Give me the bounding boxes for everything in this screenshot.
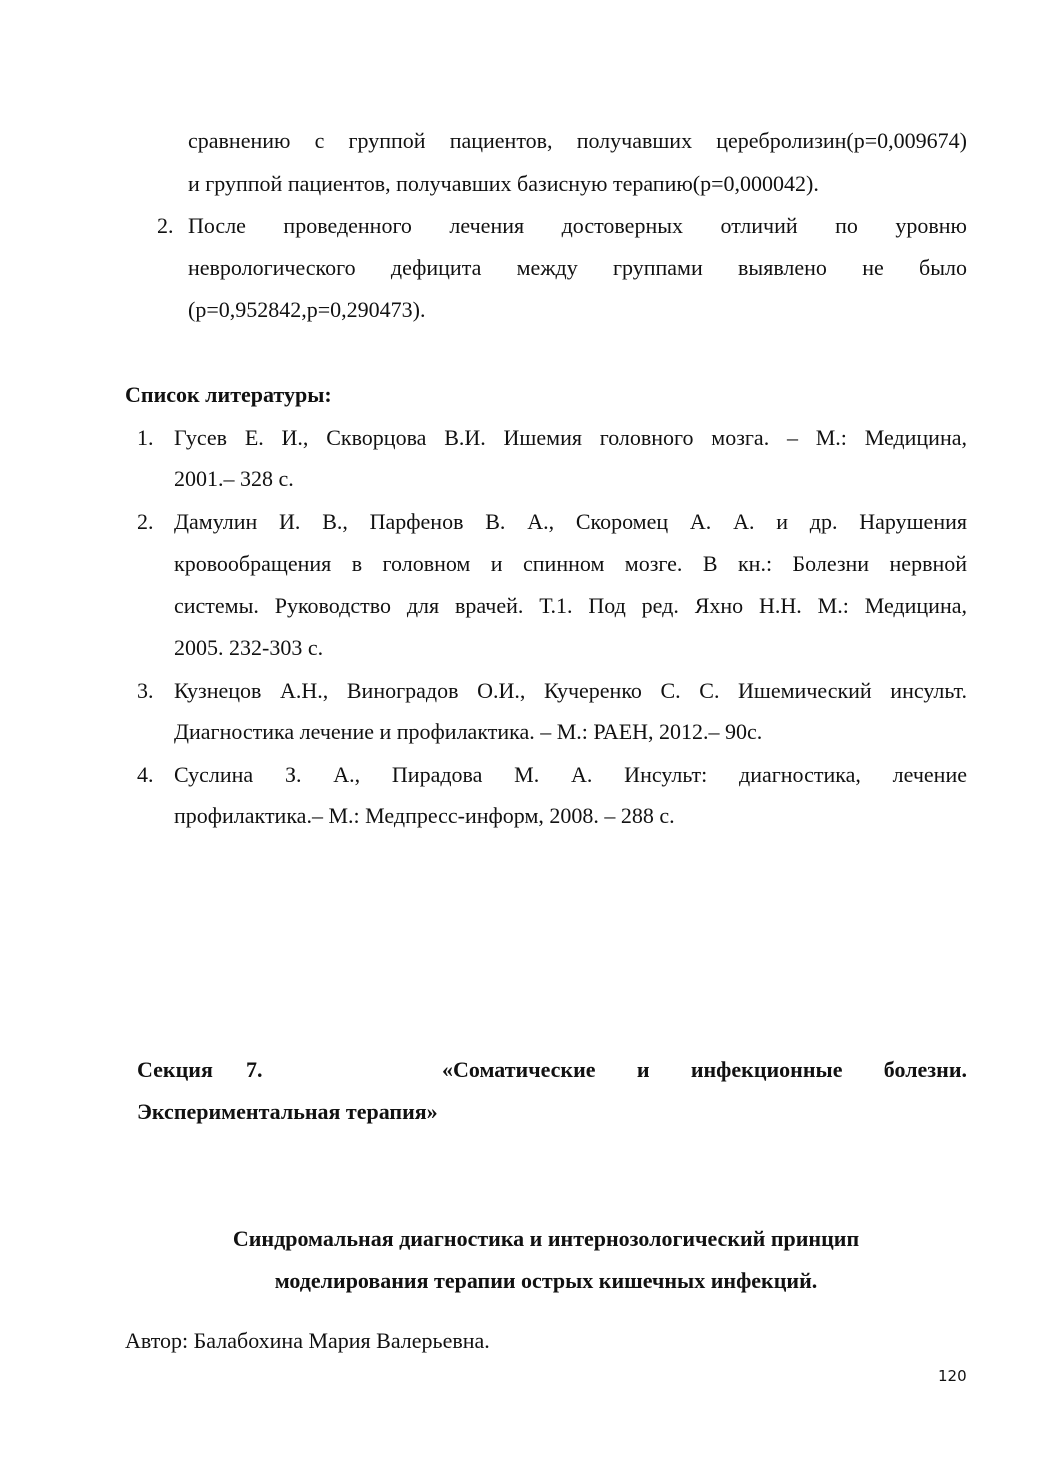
reference-line: 2001.– 328 с. [174, 466, 294, 491]
page-number: 120 [938, 1367, 967, 1385]
conclusion-item-line-1: После проведенного лечения достоверных отличий по уровню [188, 213, 967, 238]
article-title-line-1: Синдромальная диагностика и интернозологический принцип [232, 1226, 860, 1251]
article-author: Автор: Балабохина Мария Валерьевна. [125, 1328, 490, 1353]
conclusion-item-line-2: неврологического дефицита между группами выявлено не было [188, 255, 967, 280]
reference-line: Дамулин И. В., Парфенов В. А., Скоромец А. А. и др. Нарушения [174, 509, 967, 534]
reference-number: 2. [137, 509, 154, 534]
conclusion-item-number: 2. [157, 213, 174, 238]
reference-line: 2005. 232-303 с. [174, 635, 324, 660]
section-number: 7. [246, 1057, 263, 1082]
reference-line: кровообращения в головном и спинном мозге. В кн.: Болезни нервной [174, 551, 967, 576]
continuation-line-1: сравнению с группой пациентов, получавших церебролизин(р=0,009674) [188, 128, 967, 153]
reference-line: Суслина З. А., Пирадова М. А. Инсульт: диагностика, лечение [174, 762, 967, 787]
reference-line: системы. Руководство для врачей. Т.1. Под ред. Яхно Н.Н. М.: Медицина, [174, 593, 967, 618]
section-title-line-1: «Соматические и инфекционные болезни. [442, 1057, 967, 1082]
continuation-line-2: и группой пациентов, получавших базисную терапию(р=0,000042). [188, 171, 819, 196]
reference-number: 1. [137, 425, 154, 450]
section-title-line-2: Экспериментальная терапия» [137, 1099, 438, 1124]
section-label: Секция [137, 1057, 213, 1082]
reference-line: Гусев Е. И., Скворцова В.И. Ишемия головного мозга. – М.: Медицина, [174, 425, 967, 450]
reference-line: Диагностика лечение и профилактика. – М.: РАЕН, 2012.– 90с. [174, 719, 763, 744]
references-heading: Список литературы: [125, 382, 332, 407]
article-title-line-2: моделирования терапии острых кишечных инфекций. [274, 1268, 818, 1293]
reference-number: 3. [137, 678, 154, 703]
reference-line: профилактика.– М.: Медпресс-информ, 2008. – 288 с. [174, 803, 675, 828]
reference-number: 4. [137, 762, 154, 787]
reference-line: Кузнецов А.Н., Виноградов О.И., Кучеренко С. С. Ишемический инсульт. [174, 678, 967, 703]
conclusion-item-line-3: (р=0,952842,р=0,290473). [188, 297, 426, 322]
